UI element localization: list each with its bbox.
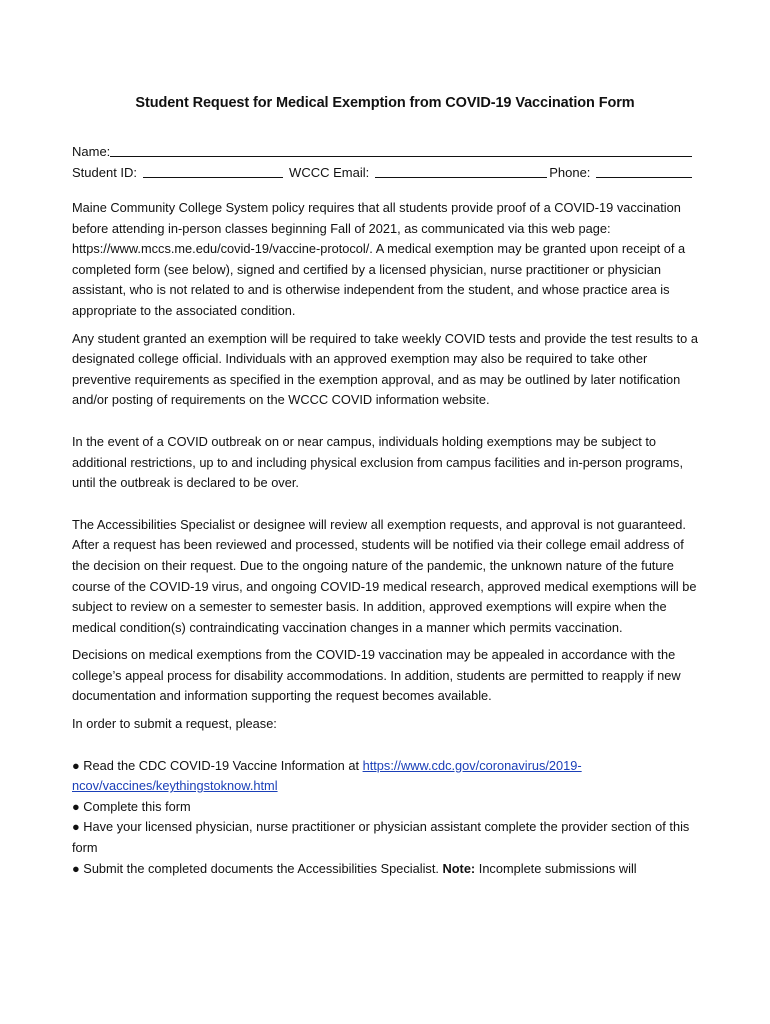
phone-label: Phone: <box>549 165 591 180</box>
page-title: Student Request for Medical Exemption from COVID-19 Vaccination Form <box>135 95 635 111</box>
phone-field[interactable] <box>596 163 692 178</box>
student-id-label: Student ID: <box>72 165 138 180</box>
policy-paragraph: Maine Community College System policy requires that all students provide proof of a COVID-19 vaccination before attending in-person classes beginning Fall of 2021, as communicated via this web page: https://www.mccs.me.edu/covid-19/vaccine-protocol/. A medical exemption may be granted upon receipt of a completed form (see below), signed and certified by a licensed physician, nurse practitioner or physician assistant, who is not related to and is otherwise independent from the student, and whose practice area is appropriate to the associated condition. <box>72 200 686 318</box>
appeal-paragraph: Decisions on medical exemptions from the COVID-19 vaccination may be appealed in accordance with the college’s appeal process for disability accommodations. In addition, students are permitted to reapply if new documentation and information supporting the request becomes available. <box>72 647 681 704</box>
name-field[interactable] <box>110 142 692 157</box>
list-item: ● Complete this form <box>72 798 191 814</box>
name-line <box>72 138 694 159</box>
email-label: WCCC Email: <box>289 165 370 180</box>
email-field[interactable] <box>375 163 547 178</box>
testing-paragraph: Any student granted an exemption will be required to take weekly COVID tests and provide the test results to a designated college official. Individuals with an approved exemption may also be required to take other preventive requirements as specified in the exemption approval, and as may be outlined by later notification and/or posting of requirements on the WCCC COVID information website. <box>72 330 698 408</box>
name-label: Name: <box>72 144 111 159</box>
list-item: ● Have your licensed physician, nurse practitioner or physician assistant complete the provider section of this form <box>72 819 690 856</box>
cdc-info-link[interactable]: https://www.cdc.gov/coronavirus/2019-ncov/vaccines/keythingstoknow.html <box>72 757 582 794</box>
student-id-field[interactable] <box>143 163 283 178</box>
instructions-intro: In order to submit a request, please: <box>72 716 277 732</box>
list-item: ● Submit the completed documents the Accessibilities Specialist. Note: Incomplete submissions will <box>72 860 637 876</box>
outbreak-paragraph: In the event of a COVID outbreak on or near campus, individuals holding exemptions may be subject to additional restrictions, up to and including physical exclusion from campus facilities and in-person programs, until the outbreak is declared to be over. <box>72 433 684 491</box>
id-email-phone-line <box>72 159 694 180</box>
review-paragraph: The Accessibilities Specialist or designee will review all exemption requests, and approval is not guaranteed. After a request has been reviewed and processed, students will be notified via their college email address of the decision on their request. Due to the ongoing nature of the pandemic, the unknown nature of the future course of the COVID-19 virus, and ongoing COVID-19 medical research, approved medical exemptions will be subject to review on a semester to semester basis. In addition, approved exemptions will expire when the medical condition(s) contraindicating vaccination changes in a manner which permits vaccination. <box>72 516 697 635</box>
student-info-fields <box>72 138 694 180</box>
document-body <box>72 198 700 879</box>
note-label: Note: <box>442 860 476 876</box>
list-item: ● Read the CDC COVID-19 Vaccine Information at https://www.cdc.gov/coronavirus/2019-ncov/vaccines/keythingstoknow.html <box>72 757 582 794</box>
